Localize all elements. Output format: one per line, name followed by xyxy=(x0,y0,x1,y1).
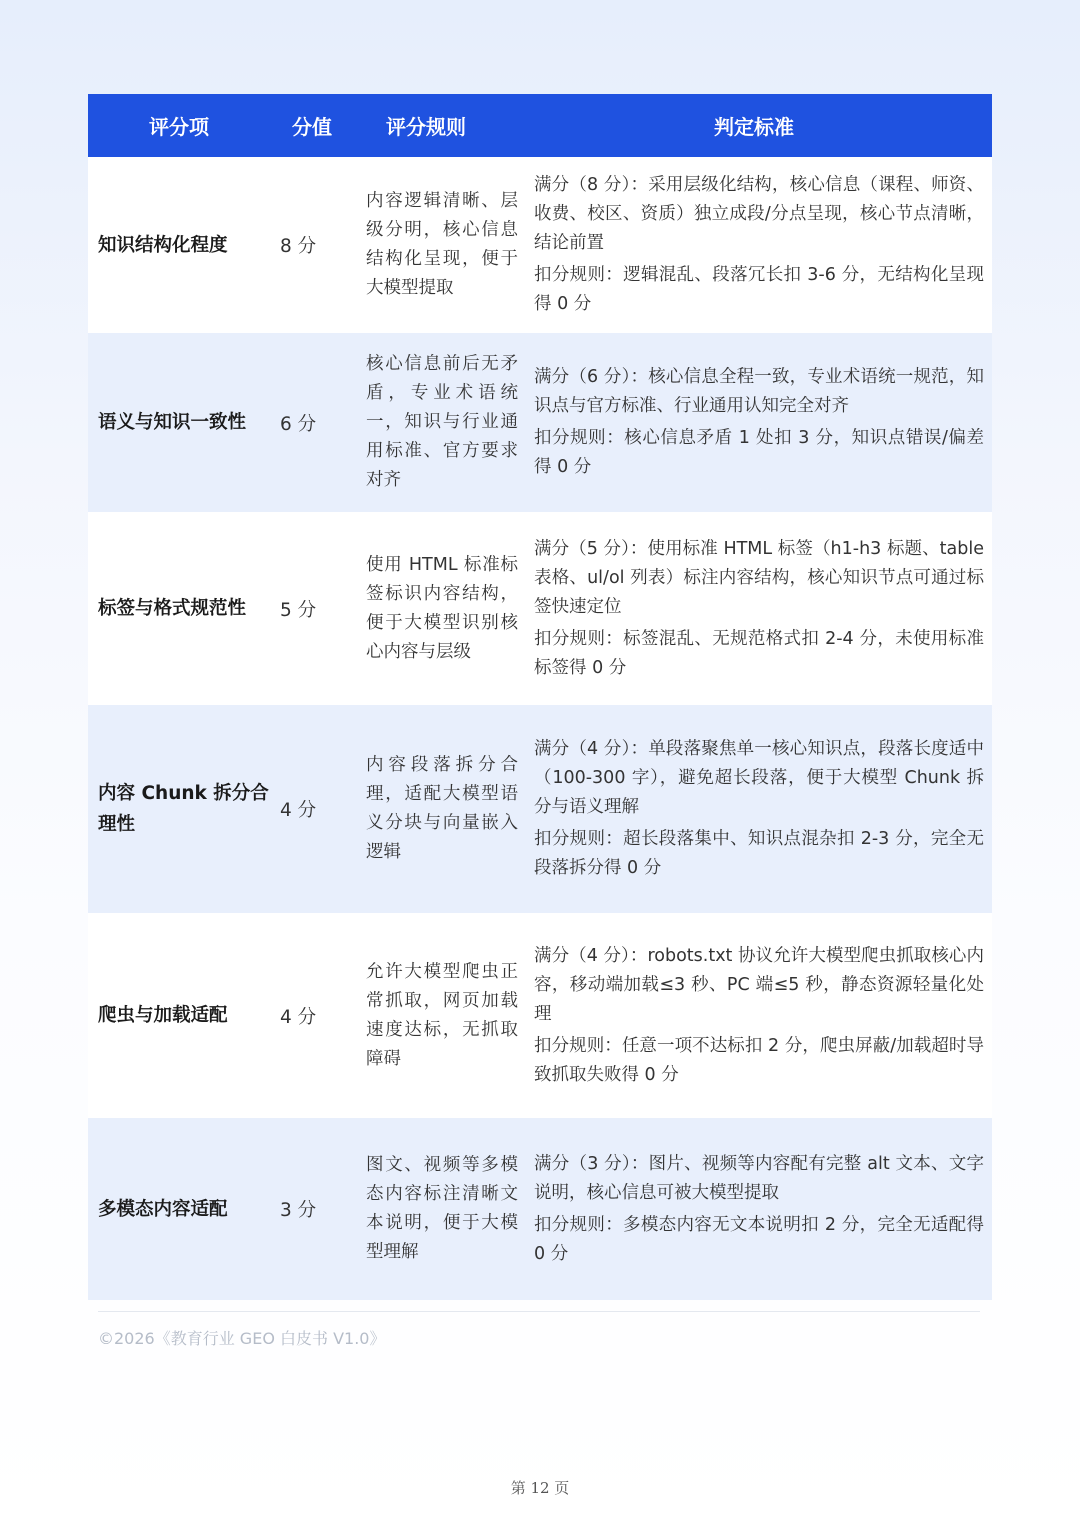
row-rule: 内容逻辑清晰、层级分明，核心信息结构化呈现，便于大模型提取 xyxy=(366,191,518,298)
row-item: 多模态内容适配 xyxy=(98,1198,228,1220)
row-score: 6 分 xyxy=(280,413,317,435)
row-criteria xyxy=(524,735,992,883)
page-number: 第 12 页 xyxy=(510,1479,570,1497)
criteria-deduct: 扣分规则：核心信息矛盾 1 处扣 3 分，知识点错误/偏差得 0 分 xyxy=(534,428,984,477)
row-score: 4 分 xyxy=(280,1006,317,1028)
row-rule: 内容段落拆分合理，适配大模型语义分块与向量嵌入逻辑 xyxy=(366,755,518,862)
row-rule: 核心信息前后无矛盾，专业术语统一，知识与行业通用标准、官方要求对齐 xyxy=(366,354,518,490)
criteria-full: 满分（6 分）：核心信息全程一致，专业术语统一规范，知识点与官方标准、行业通用认知完全对齐 xyxy=(534,367,984,416)
criteria-deduct: 扣分规则：任意一项不达标扣 2 分，爬虫屏蔽/加载超时导致抓取失败得 0 分 xyxy=(534,1035,984,1085)
row-criteria xyxy=(524,535,992,683)
table-row xyxy=(88,913,992,1118)
header-score: 分值 xyxy=(292,115,332,139)
row-item: 爬虫与加载适配 xyxy=(98,1005,228,1026)
header-rule: 评分规则 xyxy=(386,115,466,139)
criteria-deduct: 扣分规则：标签混乱、无规范格式扣 2-4 分，未使用标准标签得 0 分 xyxy=(534,628,984,678)
criteria-deduct: 扣分规则：超长段落集中、知识点混杂扣 2-3 分，完全无段落拆分得 0 分 xyxy=(534,829,984,878)
row-rule: 使用 HTML 标准标签标识内容结构，便于大模型识别核心内容与层级 xyxy=(366,554,518,662)
table-row xyxy=(88,333,992,512)
row-rule: 图文、视频等多模态内容标注清晰文本说明，便于大模型理解 xyxy=(366,1155,518,1262)
row-criteria xyxy=(524,363,992,482)
row-criteria xyxy=(524,1150,992,1269)
footer-divider xyxy=(98,1311,980,1312)
row-criteria xyxy=(524,942,992,1090)
row-rule: 允许大模型爬虫正常抓取，网页加载速度达标，无抓取障碍 xyxy=(366,961,518,1069)
footer-copyright: ©2026《教育行业 GEO 白皮书 V1.0》 xyxy=(98,1329,386,1348)
scoring-table xyxy=(88,94,992,1300)
row-item: 标签与格式规范性 xyxy=(98,598,247,619)
criteria-full: 满分（5 分）：使用标准 HTML 标签（h1-h3 标题、table 表格、ul/ol 列表）标注内容结构，核心知识节点可通过标签快速定位 xyxy=(534,538,984,617)
header-criteria: 判定标准 xyxy=(714,115,794,139)
table-row xyxy=(88,705,992,913)
row-item: 语义与知识一致性 xyxy=(98,412,247,433)
row-criteria xyxy=(524,171,992,319)
row-score: 5 分 xyxy=(280,599,317,621)
table-header xyxy=(88,94,992,157)
criteria-deduct: 扣分规则：逻辑混乱、段落冗长扣 3-6 分，无结构化呈现得 0 分 xyxy=(534,265,984,314)
row-score: 3 分 xyxy=(280,1200,317,1221)
row-item: 知识结构化程度 xyxy=(98,234,228,256)
table-row xyxy=(88,512,992,705)
header-item: 评分项 xyxy=(149,115,209,139)
table-row xyxy=(88,157,992,333)
criteria-full: 满分（4 分）：单段落聚焦单一核心知识点，段落长度适中（100-300 字），避免超长段落，便于大模型 Chunk 拆分与语义理解 xyxy=(534,739,984,817)
row-score: 4 分 xyxy=(280,800,317,821)
criteria-deduct: 扣分规则：多模态内容无文本说明扣 2 分，完全无适配得 0 分 xyxy=(534,1214,984,1264)
criteria-full: 满分（8 分）：采用层级化结构，核心信息（课程、师资、收费、校区、资质）独立成段/分点呈现，核心节点清晰，结论前置 xyxy=(534,175,984,253)
criteria-full: 满分（3 分）：图片、视频等内容配有完整 alt 文本、文字说明，核心信息可被大模型提取 xyxy=(534,1153,984,1203)
criteria-full: 满分（4 分）：robots.txt 协议允许大模型爬虫抓取核心内容，移动端加载≤3 秒、PC 端≤5 秒，静态资源轻量化处理 xyxy=(534,945,984,1024)
row-score: 8 分 xyxy=(280,236,317,257)
table-row xyxy=(88,1118,992,1300)
row-item: 内容 Chunk 拆分合理性 xyxy=(98,783,269,835)
